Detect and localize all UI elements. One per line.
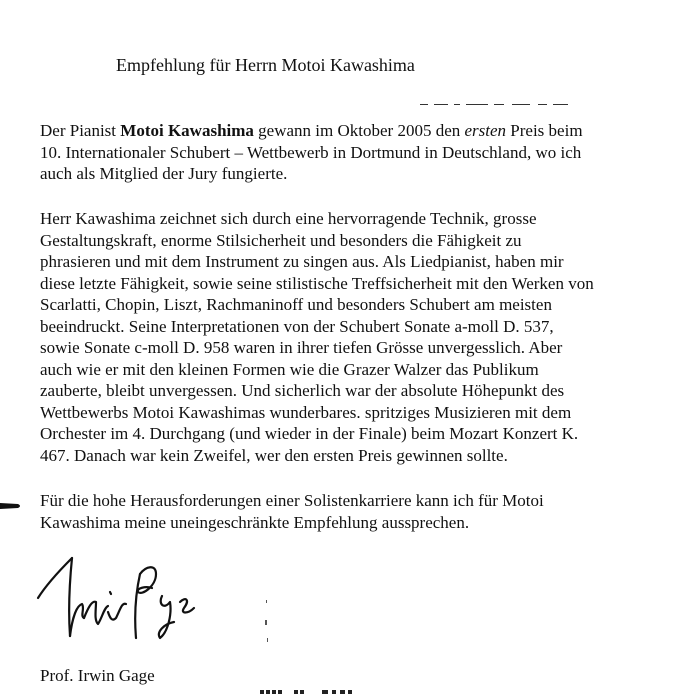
- paragraph-intro: [40, 120, 690, 185]
- scan-artifact-blot: [0, 500, 22, 512]
- handwritten-signature: [30, 552, 220, 652]
- paragraph-line: diese letzte Fähigkeit, sowie seine stilistische Treffsicherheit mit den Werken von: [40, 273, 594, 293]
- paragraph-line: Orchester im 4. Durchgang (und wieder in der Finale) beim Mozart Konzert K.: [40, 424, 579, 443]
- signer-name: Prof. Irwin Gage: [40, 666, 155, 685]
- paragraph-line: Für die hohe Herausforderungen einer Solistenkarriere kann ich für Motoi: [40, 491, 544, 510]
- paragraph-line: 10. Internationaler Schubert – Wettbewerb in Dortmund in Deutschland, wo ich: [40, 142, 582, 162]
- paragraph-line: phrasieren und mit dem Instrument zu singen aus. Als Liedpianist, haben mir: [40, 252, 564, 271]
- paragraph-recommendation: [40, 490, 690, 533]
- paragraph-line: auch wie er mit den kleinen Formen wie die Grazer Walzer das Publikum: [40, 359, 539, 379]
- paragraph-line: auch als Mitglied der Jury fungierte.: [40, 164, 288, 183]
- scan-artifact-marks: [420, 103, 570, 106]
- paragraph-line: Wettbewerbs Motoi Kawashimas wunderbares. spritziges Musizieren mit dem: [40, 402, 572, 422]
- paragraph-line: Kawashima meine uneingeschränkte Empfehlung aussprechen.: [40, 512, 470, 532]
- paragraph-line: beeindruckt. Seine Interpretationen von der Schubert Sonate a-moll D. 537,: [40, 316, 554, 336]
- paragraph-line: Herr Kawashima zeichnet sich durch eine hervorragende Technik, grosse: [40, 209, 537, 228]
- paragraph-line: 467. Danach war kein Zweifel, wer den ersten Preis gewinnen sollte.: [40, 445, 508, 465]
- scan-artifact-specks: [260, 600, 270, 650]
- paragraph-line: Der Pianist Motoi Kawashima gewann im Oktober 2005 den ersten Preis beim: [40, 121, 583, 140]
- emphasis-first: ersten: [464, 121, 507, 140]
- paragraph-line: zauberte, bleibt unvergessen. Und sicherlich war der absolute Höhepunkt des: [40, 381, 565, 400]
- paragraph-line: Gestaltungskraft, enorme Stilsicherheit und besonders die Fähigkeit zu: [40, 230, 522, 250]
- paragraph-line: Scarlatti, Chopin, Liszt, Rachmaninoff und besonders Schubert am meisten: [40, 295, 552, 314]
- pianist-name: Motoi Kawashima: [120, 121, 254, 140]
- paragraph-line: sowie Sonate c-moll D. 958 waren in ihrer tiefen Grösse unvergesslich. Aber: [40, 338, 563, 357]
- scan-artifact-cut-text: [260, 684, 400, 694]
- paragraph-assessment: [40, 208, 690, 466]
- letter-title: Empfehlung für Herrn Motoi Kawashima: [116, 55, 415, 75]
